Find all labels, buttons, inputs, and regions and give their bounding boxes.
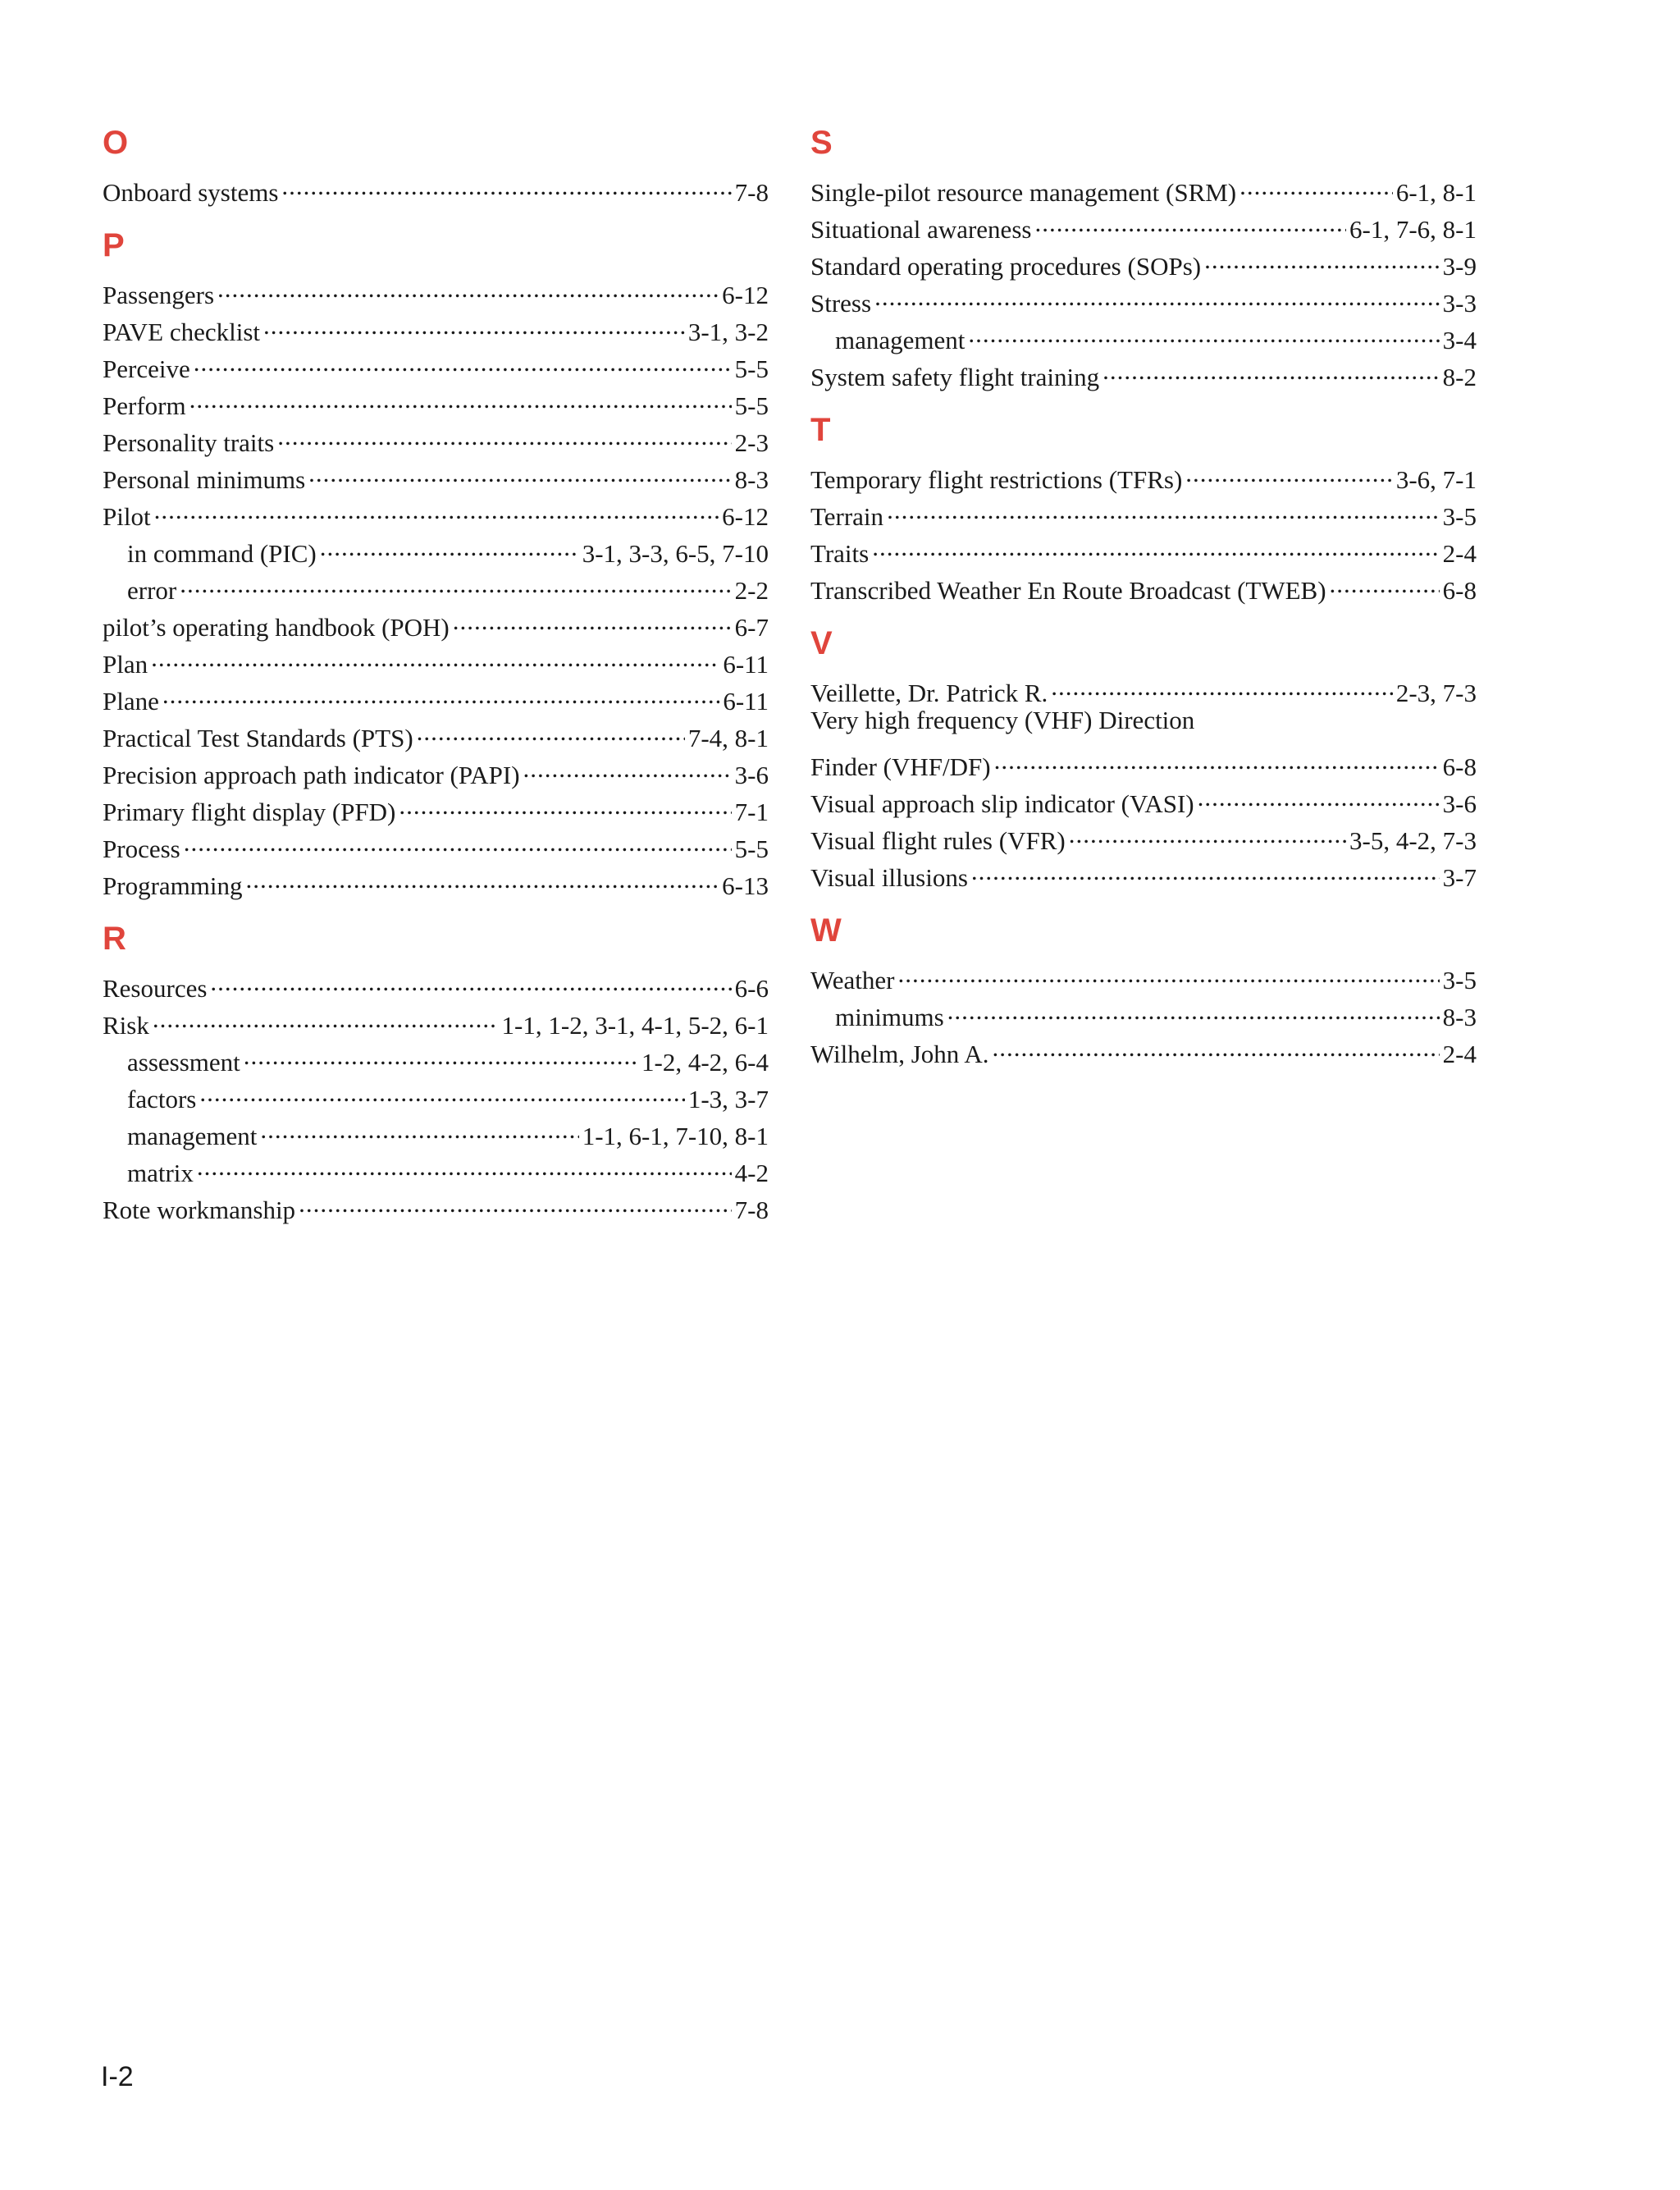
index-column-left bbox=[103, 121, 769, 1224]
index-entry: Transcribed Weather En Route Broadcast (TWEB) ..... 6-8 bbox=[810, 562, 1477, 599]
index-entry: Traits ..... 2-4 bbox=[810, 525, 1477, 562]
index-entry: Precision approach path indicator (PAPI) ..... 3-6 bbox=[103, 747, 769, 784]
index-entry: PAVE checklist ..... 3-1, 3-2 bbox=[103, 304, 769, 341]
index-entry: Visual illusions ..... 3-7 bbox=[810, 849, 1477, 886]
index-entry: Weather ..... 3-5 bbox=[810, 952, 1477, 989]
index-entry: Resources ..... 6-6 bbox=[103, 960, 769, 997]
index-entry: Plan ..... 6-11 bbox=[103, 636, 769, 673]
index-subentry: management ..... 1-1, 6-1, 7-10, 8-1 bbox=[103, 1108, 769, 1145]
index-entry: Primary flight display (PFD) ..... 7-1 bbox=[103, 784, 769, 821]
index-subentry: assessment ..... 1-2, 4-2, 6-4 bbox=[103, 1034, 769, 1071]
index-subentry: error ..... 2-2 bbox=[103, 562, 769, 599]
index-entry: Personality traits ..... 2-3 bbox=[103, 414, 769, 451]
index-entry: Stress ..... 3-3 bbox=[810, 275, 1477, 312]
index-subentry: factors ..... 1-3, 3-7 bbox=[103, 1071, 769, 1108]
index-entry: Temporary flight restrictions (TFRs) ..... 3-6, 7-1 bbox=[810, 451, 1477, 488]
index-entry: pilot’s operating handbook (POH) ..... 6-7 bbox=[103, 599, 769, 636]
page-number: I-2 bbox=[101, 2061, 134, 2092]
index-subentry: in command (PIC) ..... 3-1, 3-3, 6-5, 7-10 bbox=[103, 525, 769, 562]
section-heading-r: R bbox=[103, 921, 126, 957]
index-entry: Passengers ..... 6-12 bbox=[103, 267, 769, 304]
section-heading-s: S bbox=[810, 125, 833, 161]
index-entry: Risk ..... 1-1, 1-2, 3-1, 4-1, 5-2, 6-1 bbox=[103, 997, 769, 1034]
index-entry: Visual approach slip indicator (VASI) ..... 3-6 bbox=[810, 775, 1477, 812]
index-entry: Standard operating procedures (SOPs) ..... 3-9 bbox=[810, 238, 1477, 275]
section-heading-w: W bbox=[810, 912, 842, 949]
section-heading-p: P bbox=[103, 227, 125, 263]
index-entry: Perceive ..... 5-5 bbox=[103, 341, 769, 377]
index-entry: Visual flight rules (VFR) ..... 3-5, 4-2, 7-3 bbox=[810, 812, 1477, 849]
index-entry: Very high frequency (VHF) Direction bbox=[810, 706, 1195, 734]
index-entry: Veillette, Dr. Patrick R. ..... 2-3, 7-3 bbox=[810, 665, 1477, 702]
index-column-right bbox=[810, 121, 1477, 1068]
index-subentry: management ..... 3-4 bbox=[810, 312, 1477, 349]
index-entry: Onboard systems ..... 7-8 bbox=[103, 164, 769, 201]
index-entry: Practical Test Standards (PTS) ..... 7-4, 8-1 bbox=[103, 710, 769, 747]
index-entry: Wilhelm, John A. ..... 2-4 bbox=[810, 1026, 1477, 1063]
index-entry: Finder (VHF/DF) ..... 6-8 bbox=[810, 738, 1477, 775]
index-entry: Programming ..... 6-13 bbox=[103, 857, 769, 894]
index-entry: Perform ..... 5-5 bbox=[103, 377, 769, 414]
index-entry: Pilot ..... 6-12 bbox=[103, 488, 769, 525]
index-entry: System safety flight training ..... 8-2 bbox=[810, 349, 1477, 386]
index-entry: Single-pilot resource management (SRM) ..... 6-1, 8-1 bbox=[810, 164, 1477, 201]
index-entry: Personal minimums ..... 8-3 bbox=[103, 451, 769, 488]
section-heading-o: O bbox=[103, 125, 129, 161]
index-entry: Situational awareness ..... 6-1, 7-6, 8-1 bbox=[810, 201, 1477, 238]
index-entry: Plane ..... 6-11 bbox=[103, 673, 769, 710]
index-entry: Rote workmanship ..... 7-8 bbox=[103, 1182, 769, 1218]
section-heading-t: T bbox=[810, 412, 831, 448]
index-entry: Process ..... 5-5 bbox=[103, 821, 769, 857]
index-entry: Terrain ..... 3-5 bbox=[810, 488, 1477, 525]
index-subentry: minimums ..... 8-3 bbox=[810, 989, 1477, 1026]
section-heading-v: V bbox=[810, 625, 833, 661]
index-subentry: matrix ..... 4-2 bbox=[103, 1145, 769, 1182]
